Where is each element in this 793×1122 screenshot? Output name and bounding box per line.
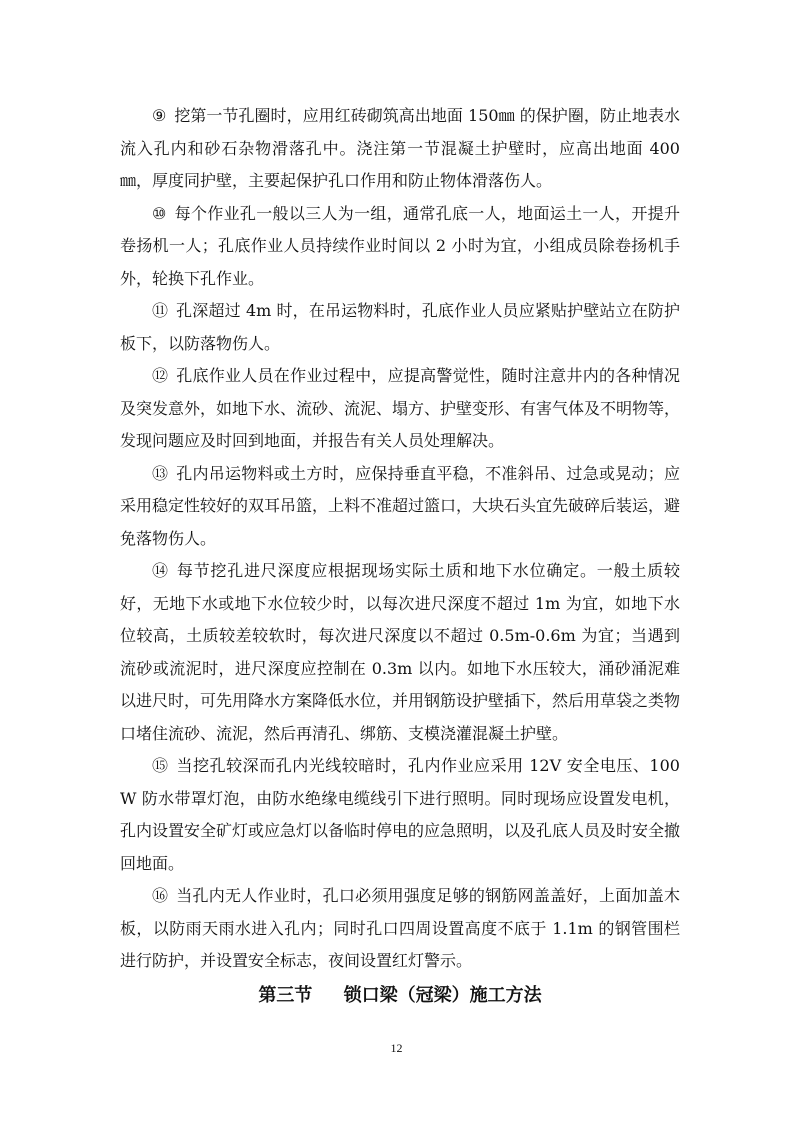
paragraph-13 [120, 458, 680, 556]
paragraph-text: 每个作业孔一般以三人为一组，通常孔底一人，地面运土一人，开提升卷扬机一人；孔底作业人员持续作业时间以 2 小时为宜，小组成员除卷扬机手外，轮换下孔作业。 [120, 203, 680, 288]
item-number: ⑬ [152, 463, 169, 483]
paragraph-16 [120, 880, 680, 978]
paragraph-text: 孔底作业人员在作业过程中，应提高警觉性，随时注意井内的各种情况及突发意外，如地下水、流砂、流泥、塌方、护壁变形、有害气体及不明物等，发现问题应及时回到地面，并报告有关人员处理解决。 [120, 366, 681, 450]
item-number: ⑭ [152, 561, 169, 580]
item-number: ⑯ [152, 886, 169, 905]
item-number: ⑩ [152, 203, 167, 223]
item-number: ⑪ [152, 301, 169, 320]
paragraph-10 [120, 198, 680, 296]
page-number: 12 [390, 1041, 403, 1055]
paragraph-11 [120, 295, 680, 360]
item-number: ⑮ [152, 756, 169, 775]
body-content [120, 100, 680, 1012]
paragraph-12 [120, 360, 680, 458]
paragraph-text: 孔深超过 4m 时，在吊运物料时，孔底作业人员应紧贴护壁站立在防护板下，以防落物伤人。 [120, 301, 680, 353]
paragraph-15 [120, 750, 680, 880]
paragraph-text: 当挖孔较深而孔内光线较暗时，孔内作业应采用 12V 安全电压、100W 防水带罩灯泡，由防水绝缘电缆线引下进行照明。同时现场应设置发电机，孔内设置安全矿灯或应急灯以备临时停电的应急照明，以及孔底人员及时安全撤回地面。 [120, 756, 681, 873]
paragraph-text: 孔内吊运物料或土方时，应保持垂直平稳，不准斜吊、过急或晃动；应采用稳定性较好的双耳吊篮，上料不准超过篮口，大块石头宜先破碎后装运，避免落物伤人。 [120, 463, 681, 548]
paragraph-text: 当孔内无人作业时，孔口必须用强度足够的钢筋网盖盖好，上面加盖木板，以防雨天雨水进入孔内；同时孔口四周设置高度不底于 1.1m 的钢管围栏进行防护，并设置安全标志，夜间设置红灯警示。 [120, 886, 680, 970]
section-heading: 第三节 锁口梁（冠梁）施工方法 [258, 984, 542, 1006]
paragraph-text: 挖第一节孔圈时，应用红砖砌筑高出地面 150㎜ 的保护圈，防止地表水流入孔内和砂石杂物滑落孔中。浇注第一节混凝土护壁时，应高出地面 400㎜，厚度同护壁，主要起保护孔口作用和防止物体滑落伤人。 [120, 106, 680, 190]
item-number: ⑨ [152, 106, 167, 125]
paragraph-9 [120, 100, 680, 198]
paragraph-text: 每节挖孔进尺深度应根据现场实际土质和地下水位确定。一般土质较好，无地下水或地下水位较少时，以每次进尺深度不超过 1m 为宜，如地下水位较高，土质较差较软时，每次进尺深度以不超过 0.5m-0.6m 为宜；当遇到流砂或流泥时，进尺深度应控制在 0.3m 以内。如地下水压较大，涌砂涌泥难以进尺时，可先用降水方案降低水位，并用钢筋设护壁插下，然后用草袋之类物口堵住流砂、流泥，然后再清孔、绑筋、支模浇灌混凝土护壁。 [120, 561, 681, 743]
item-number: ⑫ [152, 366, 169, 385]
paragraph-14 [120, 555, 680, 750]
